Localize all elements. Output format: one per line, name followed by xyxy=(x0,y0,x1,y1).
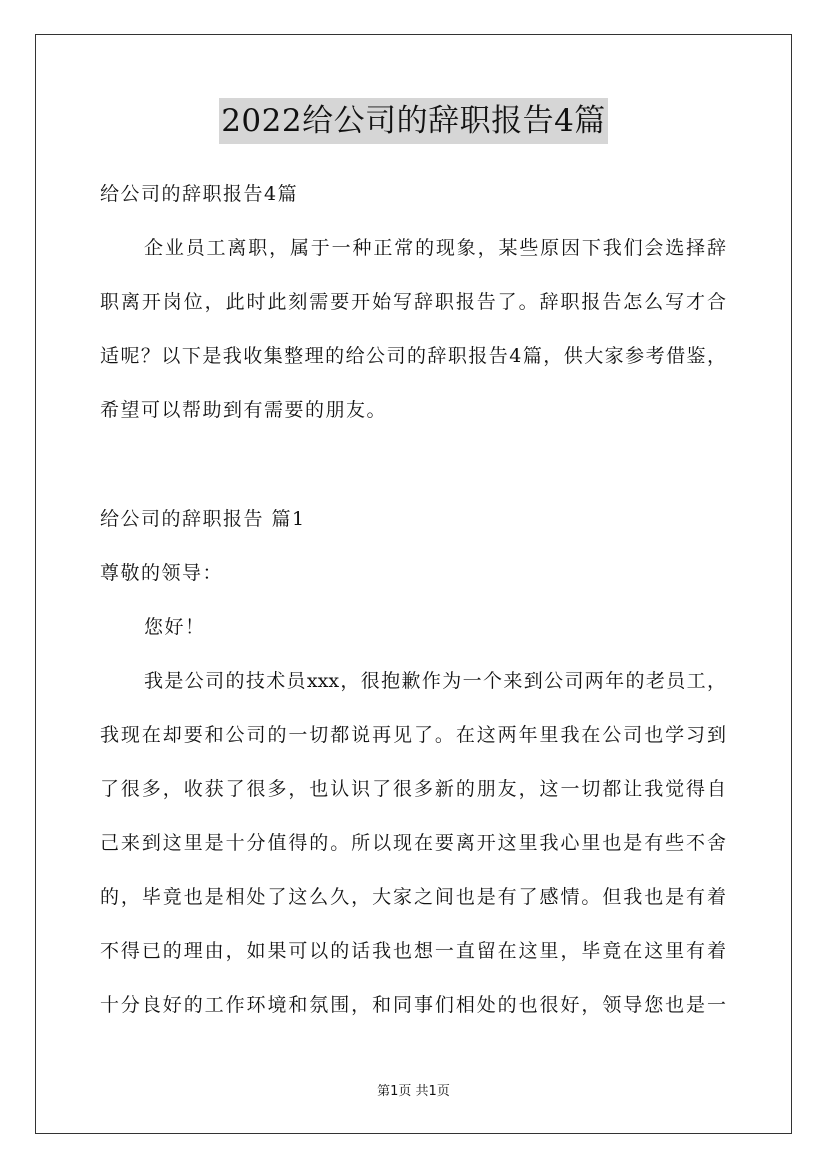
intro-line: 企业员工离职，属于一种正常的现象，某些原因下我们会选择辞 xyxy=(144,237,726,259)
intro-line: 适呢？以下是我收集整理的给公司的辞职报告4篇，供大家参考借鉴， xyxy=(100,345,726,367)
body-line: 了很多，收获了很多，也认识了很多新的朋友，这一切都让我觉得自 xyxy=(100,778,726,800)
document-subtitle: 给公司的辞职报告4篇 xyxy=(100,183,299,205)
body-line: 我是公司的技术员xxx，很抱歉作为一个来到公司两年的老员工， xyxy=(144,670,726,692)
body-line: 不得已的理由，如果可以的话我也想一直留在这里，毕竟在这里有着 xyxy=(100,940,726,962)
body-line: 的，毕竟也是相处了这么久，大家之间也是有了感情。但我也是有着 xyxy=(100,886,726,908)
body-line: 十分良好的工作环境和氛围，和同事们相处的也很好，领导您也是一 xyxy=(100,994,726,1016)
document-title: 2022给公司的辞职报告4篇 xyxy=(219,98,608,144)
intro-line: 希望可以帮助到有需要的朋友。 xyxy=(100,399,388,421)
greeting: 您好！ xyxy=(144,616,206,638)
salutation: 尊敬的领导： xyxy=(100,562,224,584)
body-line: 我现在却要和公司的一切都说再见了。在这两年里我在公司也学习到 xyxy=(100,724,726,746)
body-line: 己来到这里是十分值得的。所以现在要离开这里我心里也是有些不舍 xyxy=(100,832,726,854)
page-number-footer: 第1页 共1页 xyxy=(377,1084,450,1099)
section-heading: 给公司的辞职报告 篇1 xyxy=(100,508,306,530)
intro-line: 职离开岗位，此时此刻需要开始写辞职报告了。辞职报告怎么写才合 xyxy=(100,291,726,313)
title-container xyxy=(0,98,827,144)
